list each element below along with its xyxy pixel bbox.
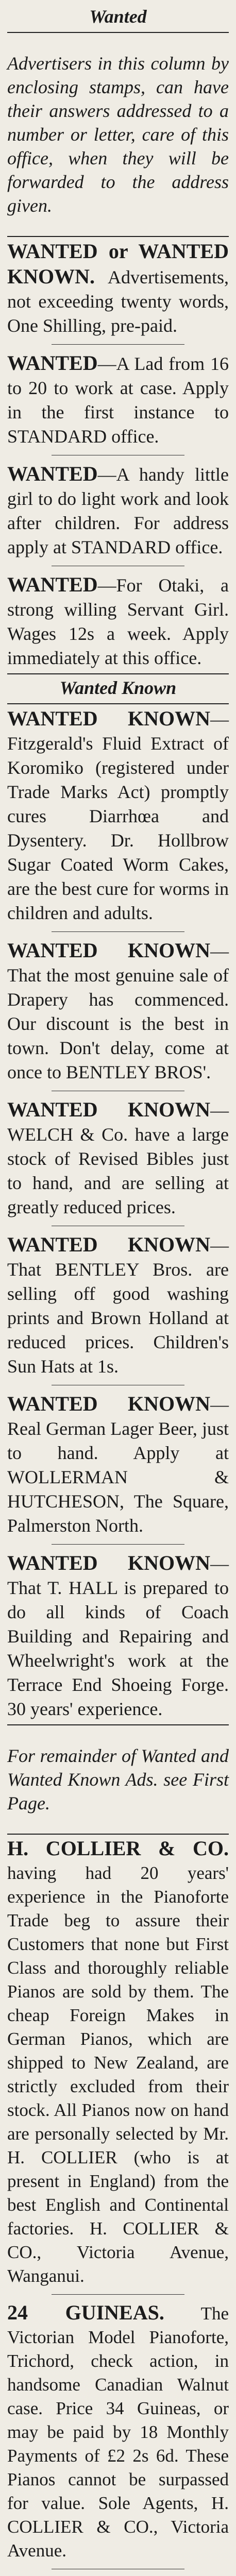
classified-ad xyxy=(7,572,229,670)
classified-ad xyxy=(7,351,229,449)
ad-separator xyxy=(52,1544,184,1545)
ad-lead: H. COLLIER & CO. xyxy=(7,1837,229,1860)
ad-body: —A Lad from 16 to 20 to work at case. Apply in the first instance to STANDARD office. xyxy=(7,353,229,447)
ad-lead: WANTED KNOWN xyxy=(7,707,210,730)
ad-body: —That the most genuine sale of Drapery has commenced. Our discount is the best in town. Don't delay, come at once to BENTLEY BROS'. xyxy=(7,941,229,1082)
ad-body: —Fitzgerald's Fluid Extract of Koromiko (registered under Trade Marks Act) promptly cures Diarrhœa and Dysentery. Dr. Hollbrow Sugar Coated Worm Cakes, are the best cure for worms in children and adults. xyxy=(7,709,229,923)
ad-lead: 24 GUINEAS. xyxy=(7,2301,164,2324)
piano-ad xyxy=(7,2301,229,2563)
advertisement-column xyxy=(7,5,229,2576)
classified-ad xyxy=(7,1392,229,1538)
ad-lead: WANTED KNOWN xyxy=(7,1551,210,1574)
ad-lead: WANTED xyxy=(7,351,98,375)
classified-ad xyxy=(7,239,229,338)
ad-separator xyxy=(52,931,184,932)
divider xyxy=(7,673,229,674)
ad-lead: WANTED KNOWN xyxy=(7,1098,210,1121)
ad-body: Advertisements, not exceeding twenty words, One Shilling, pre-paid. xyxy=(7,267,229,336)
section-heading-wanted-known: Wanted Known xyxy=(59,677,177,698)
ad-body: —That T. HALL is prepared to do all kinds of Coach Building and Repairing and Wheelwright's work at the Terrace End Shoeing Forge. 30 years' experience. xyxy=(7,1553,229,1719)
ad-separator xyxy=(52,344,184,345)
classified-ad xyxy=(7,1551,229,1721)
classified-ad xyxy=(7,1097,229,1219)
section-heading-wanted: Wanted xyxy=(89,6,147,27)
ad-lead: WANTED KNOWN xyxy=(7,939,210,962)
ad-lead: WANTED xyxy=(7,573,98,596)
remainder-footnote: For remainder of Wanted and Wanted Known Ads. see First Page. xyxy=(7,1745,229,1814)
ad-separator xyxy=(52,2294,184,2295)
ad-body: —A handy little girl to do light work and look after children. For address apply at STANDARD office. xyxy=(7,464,229,557)
ad-lead: WANTED or WANTED KNOWN. xyxy=(7,240,229,288)
divider xyxy=(7,32,229,33)
ad-lead: WANTED xyxy=(7,462,98,485)
ad-body: —That BENTLEY Bros. are selling off good washing prints and Brown Holland at reduced prices. Children's Sun Hats at 1s. xyxy=(7,1235,229,1377)
ad-lead: WANTED KNOWN xyxy=(7,1392,210,1415)
ad-lead: WANTED KNOWN xyxy=(7,1233,210,1256)
classified-ad xyxy=(7,938,229,1084)
classified-ad xyxy=(7,462,229,560)
advertiser-note: Advertisers in this column by enclosing stamps, can have their answers addressed to a number or letter, care of this office, when they will be forwarded to the address given. xyxy=(7,53,229,216)
divider xyxy=(7,236,229,237)
divider xyxy=(7,1724,229,1725)
divider xyxy=(7,1834,229,1835)
ad-body: —For Otaki, a strong willing Servant Girl. Wages 12s a week. Apply immediately at this office. xyxy=(7,575,229,668)
divider xyxy=(7,703,229,704)
ad-body: —Real German Lager Beer, just to hand. Apply at WOLLERMAN & HUTCHESON, The Square, Palmerston North. xyxy=(7,1394,229,1536)
ad-body: —WELCH & Co. have a large stock of Revised Bibles just to hand, and are selling at greatly reduced prices. xyxy=(7,1100,229,1217)
ad-body: The Victorian Model Pianoforte, Trichord, check action, in handsome Canadian Walnut case. Price 34 Guineas, or may be paid by 18 Monthly Payments of £2 2s 6d. These Pianos cannot be surpassed for value. Sole Agents, H. COLLIER & CO., Victoria Avenue. xyxy=(7,2303,229,2561)
piano-ad xyxy=(7,1837,229,2288)
ad-body: having had 20 years' experience in the Pianoforte Trade beg to assure their Customers that none but First Class and thoroughly reliable Pianos are sold by them. The cheap Foreign Makes in German Pianos, which are shipped to New Zealand, are strictly excluded from their stock. All Pianos now on hand are personally selected by Mr. H. COLLIER (who is at present in England) from the best English and Continental factories. H. COLLIER & CO., Victoria Avenue, Wanganui. xyxy=(7,1863,229,2286)
classified-ad xyxy=(7,706,229,925)
classified-ad xyxy=(7,1232,229,1379)
